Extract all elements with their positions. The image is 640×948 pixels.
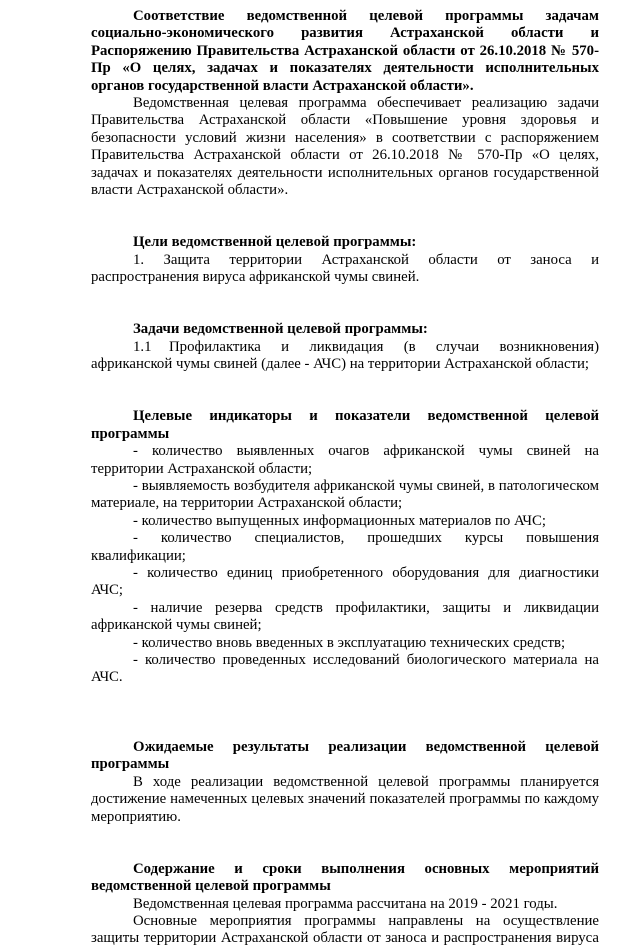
task-item-1 [91,339,599,374]
task-number: 1.1 [133,338,152,355]
content-paragraph-2: Основные мероприятия программы направлены на осуществление защиты территории Астраханской области от заноса и распространения вируса [91,913,599,947]
indicator-item: - наличие резерва средств профилактики, защиты и ликвидации африканской чумы свиней; [91,599,599,634]
heading-indicators: Целевые индикаторы и показатели ведомственной целевой программы [91,408,599,442]
indicator-item: - количество единиц приобретенного оборудования для диагностики АЧС; [91,564,599,599]
indicator-item: - количество вновь введенных в эксплуатацию технических средств; [133,634,566,651]
document-page [91,8,599,948]
content-paragraph-1: Ведомственная целевая программа рассчитана на 2019 - 2021 годы. [133,895,558,912]
heading-tasks: Задачи ведомственной целевой программы: [133,321,428,338]
indicator-item: - количество проведенных исследований биологического материала на АЧС. [91,651,599,686]
indicator-item: - количество выпущенных информационных материалов по АЧС; [133,512,547,529]
heading-goals: Цели ведомственной целевой программы: [133,234,417,251]
heading-content: Содержание и сроки выполнения основных мероприятий ведомственной целевой программы [91,860,599,895]
heading-results: Ожидаемые результаты реализации ведомственной целевой программы [91,738,599,773]
goal-item-1: 1. Защита территории Астраханской области от заноса и распространения вируса африканской чумы свиней. [91,251,599,286]
indicator-item: - количество выявленных очагов африканской чумы свиней на территории Астраханской области; [91,443,599,477]
compliance-paragraph: Ведомственная целевая программа обеспечивает реализацию задачи Правительства Астраханской области «Повышение уровня здоровья и безопасности условий жизни населения» в соответствии с распоряжением Правительства Астраханской области от 26.10.2018 № 570-Пр «О целях, задачах и показателях деятельности исполнительных органов государственной власти Астраханской области». [91,95,599,199]
task-text: Профилактика и ликвидация (в случаи возникновения) африканской чумы свиней (далее - АЧС) на территории Астраханской области; [91,338,599,373]
results-paragraph: В ходе реализации ведомственной целевой программы планируется достижение намеченных целевых значений показателей программы по каждому мероприятию. [91,773,599,825]
indicator-item: - количество специалистов, прошедших курсы повышения квалификации; [91,530,599,564]
indicator-item: - выявляемость возбудителя африканской чумы свиней, в патологическом материале, на территории Астраханской области; [91,477,599,512]
heading-compliance: Соответствие ведомственной целевой программы задачам социально-экономического развития Астраханской области и Распоряжению Правительства Астраханской области от 26.10.2018 № 570-Пр «О целях, задачах и показателях деятельности исполнительных органов государственной власти Астраханской области». [91,8,599,94]
